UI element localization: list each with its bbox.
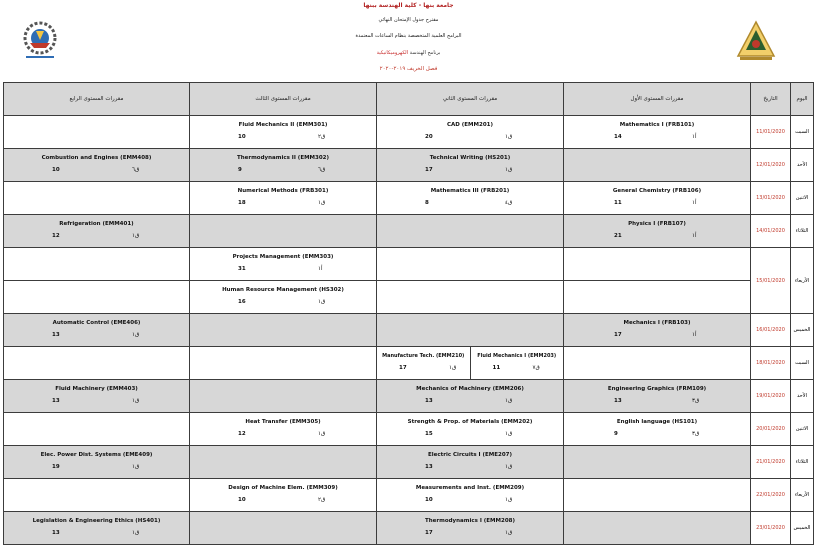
header-level3: مقررات المستوى الثالث [190, 83, 377, 116]
course-name: Mechanics I (FRB103) [623, 320, 691, 326]
level3-cell [190, 413, 377, 446]
level3-cell [190, 479, 377, 512]
exam-hall: ق١ [505, 167, 513, 173]
exam-hall: ق١ [449, 365, 457, 371]
level4-cell [4, 446, 190, 479]
level2-cell [377, 413, 564, 446]
level1-cell [564, 512, 751, 545]
course-name: Elec. Power Dist. Systems (EME409) [40, 452, 153, 458]
student-count: 10 [425, 497, 433, 503]
course-name: Mathematics I (FRB101) [619, 122, 695, 128]
student-count: 13 [425, 464, 433, 470]
level4-cell [4, 413, 190, 446]
level3-cell [190, 512, 377, 545]
table-row [4, 413, 814, 446]
level3-cell [190, 248, 377, 281]
student-count: 17 [425, 167, 433, 173]
exam-hall: أ١ [318, 266, 323, 272]
course-name: Design of Machine Elem. (EMM309) [228, 485, 338, 491]
level2-cell [377, 314, 564, 347]
course-name: Technical Writing (HS201) [429, 155, 511, 161]
course-name: Engineering Graphics (FRM109) [607, 386, 707, 392]
header-date: التاريخ [751, 83, 791, 116]
student-count: 8 [425, 200, 429, 206]
course-name: Fluid Machinery (EMM403) [55, 386, 138, 392]
level1-cell [564, 182, 751, 215]
exam-hall: ق٦ [318, 167, 326, 173]
student-count: 17 [425, 530, 433, 536]
student-count: 10 [52, 167, 60, 173]
exam-hall: ق٢ [318, 134, 326, 140]
course-name: CAD (EMM201) [447, 122, 493, 128]
exam-day: الأحد [791, 149, 814, 182]
program-prefix: برنامج الهندسة [408, 50, 441, 56]
student-count: 18 [238, 200, 246, 206]
course-name: Human Resource Management (HS302) [222, 287, 344, 293]
table-body [4, 116, 814, 545]
exam-date: 18/01/2020 [751, 347, 791, 380]
table-row [4, 479, 814, 512]
course-name: Automatic Control (EME406) [52, 320, 141, 326]
exam-hall: ق١ [132, 530, 140, 536]
level3-cell [190, 116, 377, 149]
exam-date: 21/01/2020 [751, 446, 791, 479]
level3-cell [190, 215, 377, 248]
level4-cell [4, 281, 190, 314]
exam-date: 15/01/2020 [751, 248, 791, 314]
level4-cell [4, 149, 190, 182]
exam-hall: ق١ [318, 200, 326, 206]
student-count: 10 [238, 497, 246, 503]
exam-hall: ق١ [505, 398, 513, 404]
course-name: Mechanics of Machinery (EMM206) [416, 386, 524, 392]
exam-hall: ق٢ [318, 497, 326, 503]
exam-hall: ق١ [505, 464, 513, 470]
level2-split-right [470, 347, 564, 379]
student-count: 13 [52, 398, 60, 404]
course-name: Thermodynamics II (EMM302) [236, 155, 330, 161]
exam-hall: ق١ [505, 134, 513, 140]
level3-cell [190, 149, 377, 182]
exam-date: 13/01/2020 [751, 182, 791, 215]
student-count: 13 [614, 398, 622, 404]
student-count: 13 [52, 332, 60, 338]
exam-hall: ق٤ [505, 200, 513, 206]
exam-day: الخميس [791, 512, 814, 545]
level3-cell [190, 182, 377, 215]
level1-cell [564, 380, 751, 413]
table-row [4, 281, 814, 314]
level4-cell [4, 347, 190, 380]
level1-cell [564, 149, 751, 182]
exam-hall: ق١ [132, 233, 140, 239]
level2-cell [377, 446, 564, 479]
level4-cell [4, 215, 190, 248]
course-name: Strength & Prop. of Materials (EMM202) [407, 419, 533, 425]
table-row [4, 215, 814, 248]
level4-cell [4, 116, 190, 149]
exam-day: السبت [791, 347, 814, 380]
level3-cell [190, 281, 377, 314]
level2-cell [377, 215, 564, 248]
exam-hall: ق٧ [532, 365, 540, 371]
level3-cell [190, 380, 377, 413]
level3-cell [190, 347, 377, 380]
student-count: 20 [425, 134, 433, 140]
exam-day: الاثنين [791, 413, 814, 446]
programs-title: البرامج العلمية المتخصصة بنظام الساعات المعتمدة [355, 33, 462, 39]
semester-label: فصل الخريف ٢٠١٩-٢٠٢٠ [379, 66, 438, 72]
level3-cell [190, 446, 377, 479]
program-highlight: الكهروميكانيكية [376, 50, 409, 56]
exam-hall: ق١ [505, 497, 513, 503]
student-count: 16 [238, 299, 246, 305]
student-count: 13 [52, 530, 60, 536]
student-count: 13 [425, 398, 433, 404]
table-row [4, 380, 814, 413]
exam-hall: ق١ [132, 332, 140, 338]
course-name: Combustion and Engines (EMM408) [41, 155, 152, 161]
exam-hall: ق٣ [692, 398, 700, 404]
table-row [4, 512, 814, 545]
student-count: 14 [614, 134, 622, 140]
exam-date: 20/01/2020 [751, 413, 791, 446]
level1-cell [564, 215, 751, 248]
course-name: Manufacture Tech. (EMM210) [382, 353, 465, 359]
level1-cell [564, 347, 751, 380]
student-count: 12 [238, 431, 246, 437]
exam-day: الأحد [791, 380, 814, 413]
level2-cell [377, 149, 564, 182]
student-count: 10 [238, 134, 246, 140]
table-row [4, 149, 814, 182]
course-name: Refrigeration (EMM401) [59, 221, 134, 227]
exam-hall: ق١ [132, 398, 140, 404]
exam-hall: أ١ [692, 233, 697, 239]
level2-cell [377, 182, 564, 215]
program-name [0, 50, 817, 57]
exam-date: 11/01/2020 [751, 116, 791, 149]
course-name: Mathematics III (FRB201) [430, 188, 510, 194]
university-title: جامعة بنها - كلية الهندسة ببنها [363, 2, 454, 9]
table-row [4, 116, 814, 149]
exam-date: 19/01/2020 [751, 380, 791, 413]
exam-hall: ق١ [132, 464, 140, 470]
table-row [4, 248, 814, 281]
exam-date: 16/01/2020 [751, 314, 791, 347]
level4-cell [4, 248, 190, 281]
header-level1: مقررات المستوى الأول [564, 83, 751, 116]
exam-hall: ق١ [505, 530, 513, 536]
exam-date: 22/01/2020 [751, 479, 791, 512]
level2-cell [377, 380, 564, 413]
level2-cell [377, 512, 564, 545]
exam-hall: أ١ [692, 332, 697, 338]
exam-hall: ق١ [505, 431, 513, 437]
level1-cell [564, 446, 751, 479]
level2-cell [377, 116, 564, 149]
course-name: Legislation & Engineering Ethics (HS401) [32, 518, 161, 524]
level1-cell [564, 116, 751, 149]
student-count: 17 [614, 332, 622, 338]
exam-schedule-table [3, 82, 814, 545]
exam-hall: ق٣ [692, 431, 700, 437]
level1-cell [564, 479, 751, 512]
exam-day: السبت [791, 116, 814, 149]
student-count: 17 [399, 365, 407, 371]
table-row [4, 347, 814, 380]
student-count: 11 [492, 365, 501, 371]
page-header [0, 0, 817, 82]
exam-date: 14/01/2020 [751, 215, 791, 248]
level2-cell [377, 248, 564, 281]
exam-schedule-title: مقترح جدول الإمتحان النهائي [378, 17, 439, 23]
course-name: Fluid Mechanics I (EMM203) [477, 353, 557, 359]
table-header-row [4, 83, 814, 116]
level2-split-left [377, 347, 470, 379]
exam-day: الاثنين [791, 182, 814, 215]
level1-cell [564, 248, 751, 281]
table-row [4, 314, 814, 347]
exam-day: الثلاثاء [791, 215, 814, 248]
exam-day: الخميس [791, 314, 814, 347]
level1-cell [564, 413, 751, 446]
level4-cell [4, 479, 190, 512]
level3-cell [190, 314, 377, 347]
table-row [4, 182, 814, 215]
exam-hall: أ١ [692, 134, 697, 140]
level4-cell [4, 182, 190, 215]
course-name: Fluid Mechanics II (EMM301) [238, 122, 328, 128]
course-name: Heat Transfer (EMM305) [245, 419, 321, 425]
header-level4: مقررات المستوى الرابع [4, 83, 190, 116]
exam-hall: ق١ [318, 431, 326, 437]
level4-cell [4, 512, 190, 545]
student-count: 12 [52, 233, 60, 239]
course-name: Electric Circuits I (EME207) [427, 452, 512, 458]
level1-cell [564, 281, 751, 314]
exam-day: الأربعاء [791, 248, 814, 314]
level4-cell [4, 314, 190, 347]
course-name: General Chemistry (FRB106) [612, 188, 702, 194]
exam-hall: ق١ [318, 299, 326, 305]
course-name: Numerical Methods (FRB301) [237, 188, 329, 194]
student-count: 9 [238, 167, 242, 173]
level2-cell [377, 281, 564, 314]
header-day: اليوم [791, 83, 814, 116]
exam-day: الثلاثاء [791, 446, 814, 479]
exam-hall: ق٦ [132, 167, 140, 173]
course-name: Measurements and Inst. (EMM209) [415, 485, 525, 491]
table-row [4, 446, 814, 479]
level2-cell [377, 479, 564, 512]
student-count: 31 [238, 266, 246, 272]
level4-cell [4, 380, 190, 413]
student-count: 21 [614, 233, 622, 239]
exam-hall: أ١ [692, 200, 697, 206]
header-level2: مقررات المستوى الثاني [377, 83, 564, 116]
student-count: 9 [614, 431, 618, 437]
exam-date: 12/01/2020 [751, 149, 791, 182]
level1-cell [564, 314, 751, 347]
course-name: Physics I (FRB107) [628, 221, 686, 227]
student-count: 19 [52, 464, 60, 470]
exam-date: 23/01/2020 [751, 512, 791, 545]
course-name: Projects Management (EMM303) [232, 254, 334, 260]
course-name: English language (HS101) [616, 419, 698, 425]
student-count: 15 [425, 431, 433, 437]
course-name: Thermodynamics I (EMM208) [424, 518, 515, 524]
exam-day: الأربعاء [791, 479, 814, 512]
level2-cell [377, 347, 564, 380]
student-count: 11 [614, 200, 622, 206]
